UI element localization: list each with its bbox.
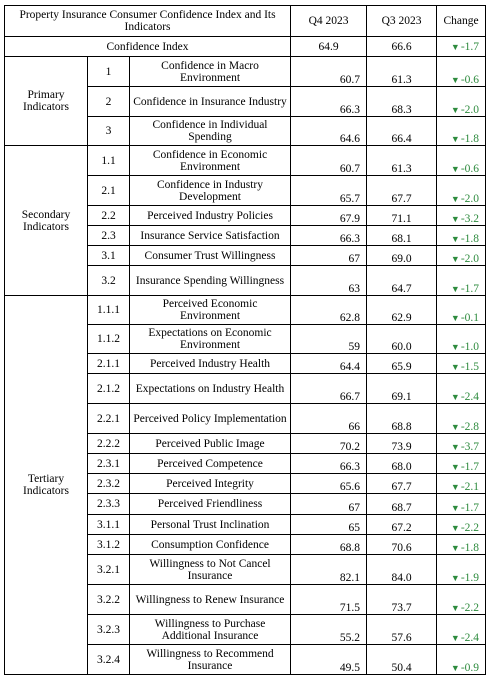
value-q3: 67.7 — [367, 474, 437, 494]
value-q3: 61.3 — [367, 57, 437, 87]
value-q4: 82.1 — [291, 555, 367, 585]
value-change — [437, 474, 486, 494]
value-q3: 68.0 — [367, 454, 437, 474]
indicator-name: Personal Trust Inclination — [130, 515, 291, 535]
change-value: -2.2 — [460, 602, 480, 614]
change-value: -1.8 — [460, 542, 480, 554]
value-q4: 59 — [291, 325, 367, 354]
change-value: -1.7 — [460, 40, 480, 53]
change-value: -3.7 — [460, 441, 480, 453]
confidence-index-q3: 66.6 — [367, 37, 437, 57]
value-change — [437, 206, 486, 226]
indicator-code: 2.2.2 — [88, 434, 130, 454]
indicator-code: 3.2.1 — [88, 555, 130, 585]
indicator-name: Expectations on Industry Health — [130, 374, 291, 404]
change-value: -0.6 — [460, 163, 480, 175]
value-q4: 60.7 — [291, 146, 367, 176]
indicator-code: 1.1.2 — [88, 325, 130, 354]
value-q3: 50.4 — [367, 645, 437, 675]
value-change — [437, 325, 486, 354]
indicator-name: Perceived Competence — [130, 454, 291, 474]
down-arrow-icon: ▼ — [450, 214, 460, 224]
value-q4: 66.3 — [291, 87, 367, 117]
value-q4: 64.6 — [291, 117, 367, 146]
value-q4: 66.3 — [291, 454, 367, 474]
change-value: -2.0 — [460, 104, 480, 116]
value-q4: 67 — [291, 246, 367, 266]
value-q3: 64.7 — [367, 266, 437, 296]
value-change — [437, 515, 486, 535]
value-q3: 65.9 — [367, 354, 437, 374]
change-value: -2.1 — [460, 481, 480, 493]
value-change — [437, 246, 486, 266]
change-value: -0.9 — [460, 662, 480, 674]
value-q3: 62.9 — [367, 296, 437, 325]
change-value: -1.7 — [460, 461, 480, 473]
change-value: -3.2 — [460, 213, 480, 225]
down-arrow-icon: ▼ — [450, 633, 460, 643]
value-change — [437, 454, 486, 474]
indicator-name: Confidence in Individual Spending — [130, 117, 291, 146]
change-value: -1.9 — [460, 572, 480, 584]
value-change — [437, 226, 486, 246]
indicator-name: Perceived Industry Health — [130, 354, 291, 374]
value-q3: 70.6 — [367, 535, 437, 555]
value-q3: 68.8 — [367, 404, 437, 434]
change-value: -1.7 — [460, 283, 480, 295]
value-q4: 65.6 — [291, 474, 367, 494]
value-q3: 69.1 — [367, 374, 437, 404]
value-q3: 66.4 — [367, 117, 437, 146]
down-arrow-icon: ▼ — [450, 503, 460, 513]
down-arrow-icon: ▼ — [450, 313, 460, 323]
indicator-code: 2 — [88, 87, 130, 117]
down-arrow-icon: ▼ — [450, 194, 460, 204]
value-change — [437, 176, 486, 206]
confidence-index-q4: 64.9 — [291, 37, 367, 57]
down-arrow-icon: ▼ — [450, 362, 460, 372]
indicator-code: 3.2.3 — [88, 615, 130, 645]
indicator-code: 2.3.1 — [88, 454, 130, 474]
indicator-name: Consumer Trust Willingness — [130, 246, 291, 266]
value-q4: 66 — [291, 404, 367, 434]
down-arrow-icon: ▼ — [450, 663, 460, 673]
value-change — [437, 117, 486, 146]
value-q4: 70.2 — [291, 434, 367, 454]
indicator-code: 3.2.4 — [88, 645, 130, 675]
value-q3: 73.7 — [367, 585, 437, 615]
down-arrow-icon: ▼ — [450, 573, 460, 583]
value-q3: 84.0 — [367, 555, 437, 585]
value-q4: 55.2 — [291, 615, 367, 645]
indicator-code: 3.2 — [88, 266, 130, 296]
down-arrow-icon: ▼ — [450, 603, 460, 613]
confidence-index-row — [5, 37, 486, 57]
indicator-name: Willingness to Not Cancel Insurance — [130, 555, 291, 585]
indicator-name: Insurance Spending Willingness — [130, 266, 291, 296]
change-value: -2.4 — [460, 632, 480, 644]
down-arrow-icon: ▼ — [450, 75, 460, 85]
table-row — [5, 146, 486, 176]
indicator-code: 2.1.1 — [88, 354, 130, 374]
indicator-code: 2.3.2 — [88, 474, 130, 494]
change-value: -2.4 — [460, 391, 480, 403]
indicator-code: 2.3 — [88, 226, 130, 246]
confidence-index-label: Confidence Index — [5, 37, 291, 57]
value-change — [437, 404, 486, 434]
table-row — [5, 57, 486, 87]
change-value: -1.0 — [460, 341, 480, 353]
group-label: Secondary Indicators — [5, 146, 88, 296]
indicator-name: Willingness to Renew Insurance — [130, 585, 291, 615]
down-arrow-icon: ▼ — [450, 523, 460, 533]
value-q4: 67.9 — [291, 206, 367, 226]
value-change — [437, 434, 486, 454]
down-arrow-icon: ▼ — [450, 254, 460, 264]
change-value: -2.8 — [460, 421, 480, 433]
indicator-code: 1 — [88, 57, 130, 87]
value-q3: 71.1 — [367, 206, 437, 226]
change-value: -1.7 — [460, 502, 480, 514]
group-label: Tertiary Indicators — [5, 296, 88, 675]
indicator-code: 2.1 — [88, 176, 130, 206]
indicator-name: Confidence in Economic Environment — [130, 146, 291, 176]
change-value: -1.5 — [460, 361, 480, 373]
change-value: -0.1 — [460, 312, 480, 324]
down-arrow-icon: ▼ — [450, 342, 460, 352]
value-change — [437, 535, 486, 555]
indicator-code: 2.1.2 — [88, 374, 130, 404]
indicator-code: 3.2.2 — [88, 585, 130, 615]
change-value: -2.2 — [460, 522, 480, 534]
indicator-name: Expectations on Economic Environment — [130, 325, 291, 354]
value-q4: 65 — [291, 515, 367, 535]
down-arrow-icon: ▼ — [450, 543, 460, 553]
down-arrow-icon: ▼ — [450, 164, 460, 174]
indicator-name: Insurance Service Satisfaction — [130, 226, 291, 246]
header-row — [5, 6, 486, 37]
indicator-name: Willingness to Recommend Insurance — [130, 645, 291, 675]
value-q3: 57.6 — [367, 615, 437, 645]
indicator-name: Confidence in Insurance Industry — [130, 87, 291, 117]
indicator-code: 2.2.1 — [88, 404, 130, 434]
down-arrow-icon: ▼ — [450, 392, 460, 402]
value-q4: 66.3 — [291, 226, 367, 246]
change-value: -2.0 — [460, 193, 480, 205]
value-q4: 64.4 — [291, 354, 367, 374]
value-change — [437, 585, 486, 615]
indicator-code: 1.1.1 — [88, 296, 130, 325]
down-arrow-icon: ▼ — [450, 422, 460, 432]
change-value: -1.8 — [460, 133, 480, 145]
value-q3: 69.0 — [367, 246, 437, 266]
value-q3: 68.3 — [367, 87, 437, 117]
indicator-name: Perceived Integrity — [130, 474, 291, 494]
indicator-code: 2.2 — [88, 206, 130, 226]
value-q3: 67.2 — [367, 515, 437, 535]
indicator-name: Perceived Economic Environment — [130, 296, 291, 325]
indicator-code: 3 — [88, 117, 130, 146]
down-arrow-icon: ▼ — [450, 105, 460, 115]
column-header-change: Change — [437, 6, 486, 37]
value-q4: 67 — [291, 494, 367, 515]
table-title: Property Insurance Consumer Confidence Index and Its Indicators — [5, 6, 291, 37]
indicator-code: 3.1.1 — [88, 515, 130, 535]
change-value: -2.0 — [460, 253, 480, 265]
indicator-code: 3.1.2 — [88, 535, 130, 555]
value-change — [437, 354, 486, 374]
indicator-name: Perceived Policy Implementation — [130, 404, 291, 434]
confidence-index-change — [437, 37, 486, 57]
value-q4: 66.7 — [291, 374, 367, 404]
value-q3: 60.0 — [367, 325, 437, 354]
change-value: -1.8 — [460, 233, 480, 245]
change-value: -0.6 — [460, 74, 480, 86]
value-q4: 63 — [291, 266, 367, 296]
value-q4: 49.5 — [291, 645, 367, 675]
down-arrow-icon: ▼ — [450, 462, 460, 472]
column-header-q3: Q3 2023 — [367, 6, 437, 37]
value-change — [437, 374, 486, 404]
indicator-name: Confidence in Macro Environment — [130, 57, 291, 87]
value-q3: 68.1 — [367, 226, 437, 246]
indicator-code: 3.1 — [88, 246, 130, 266]
down-arrow-icon: ▼ — [450, 284, 460, 294]
down-arrow-icon: ▼ — [450, 482, 460, 492]
value-q4: 68.8 — [291, 535, 367, 555]
indicator-name: Perceived Industry Policies — [130, 206, 291, 226]
indicator-name: Perceived Public Image — [130, 434, 291, 454]
value-change — [437, 57, 486, 87]
indicator-name: Perceived Friendliness — [130, 494, 291, 515]
value-q4: 65.7 — [291, 176, 367, 206]
value-change — [437, 555, 486, 585]
indicator-code: 1.1 — [88, 146, 130, 176]
value-q4: 71.5 — [291, 585, 367, 615]
value-change — [437, 87, 486, 117]
value-change — [437, 146, 486, 176]
value-q3: 61.3 — [367, 146, 437, 176]
column-header-q4: Q4 2023 — [291, 6, 367, 37]
indicator-name: Willingness to Purchase Additional Insurance — [130, 615, 291, 645]
value-q3: 67.7 — [367, 176, 437, 206]
indicator-name: Confidence in Industry Development — [130, 176, 291, 206]
value-q4: 60.7 — [291, 57, 367, 87]
value-q4: 62.8 — [291, 296, 367, 325]
down-arrow-icon: ▼ — [450, 442, 460, 452]
value-change — [437, 615, 486, 645]
value-q3: 73.9 — [367, 434, 437, 454]
indicator-code: 2.3.3 — [88, 494, 130, 515]
down-arrow-icon: ▼ — [450, 134, 460, 144]
confidence-index-table — [4, 5, 486, 675]
indicator-name: Consumption Confidence — [130, 535, 291, 555]
value-change — [437, 266, 486, 296]
down-arrow-icon: ▼ — [450, 234, 460, 244]
value-change — [437, 645, 486, 675]
value-change — [437, 296, 486, 325]
value-change — [437, 494, 486, 515]
down-arrow-icon: ▼ — [450, 41, 460, 52]
table-row — [5, 296, 486, 325]
group-label: Primary Indicators — [5, 57, 88, 146]
value-q3: 68.7 — [367, 494, 437, 515]
